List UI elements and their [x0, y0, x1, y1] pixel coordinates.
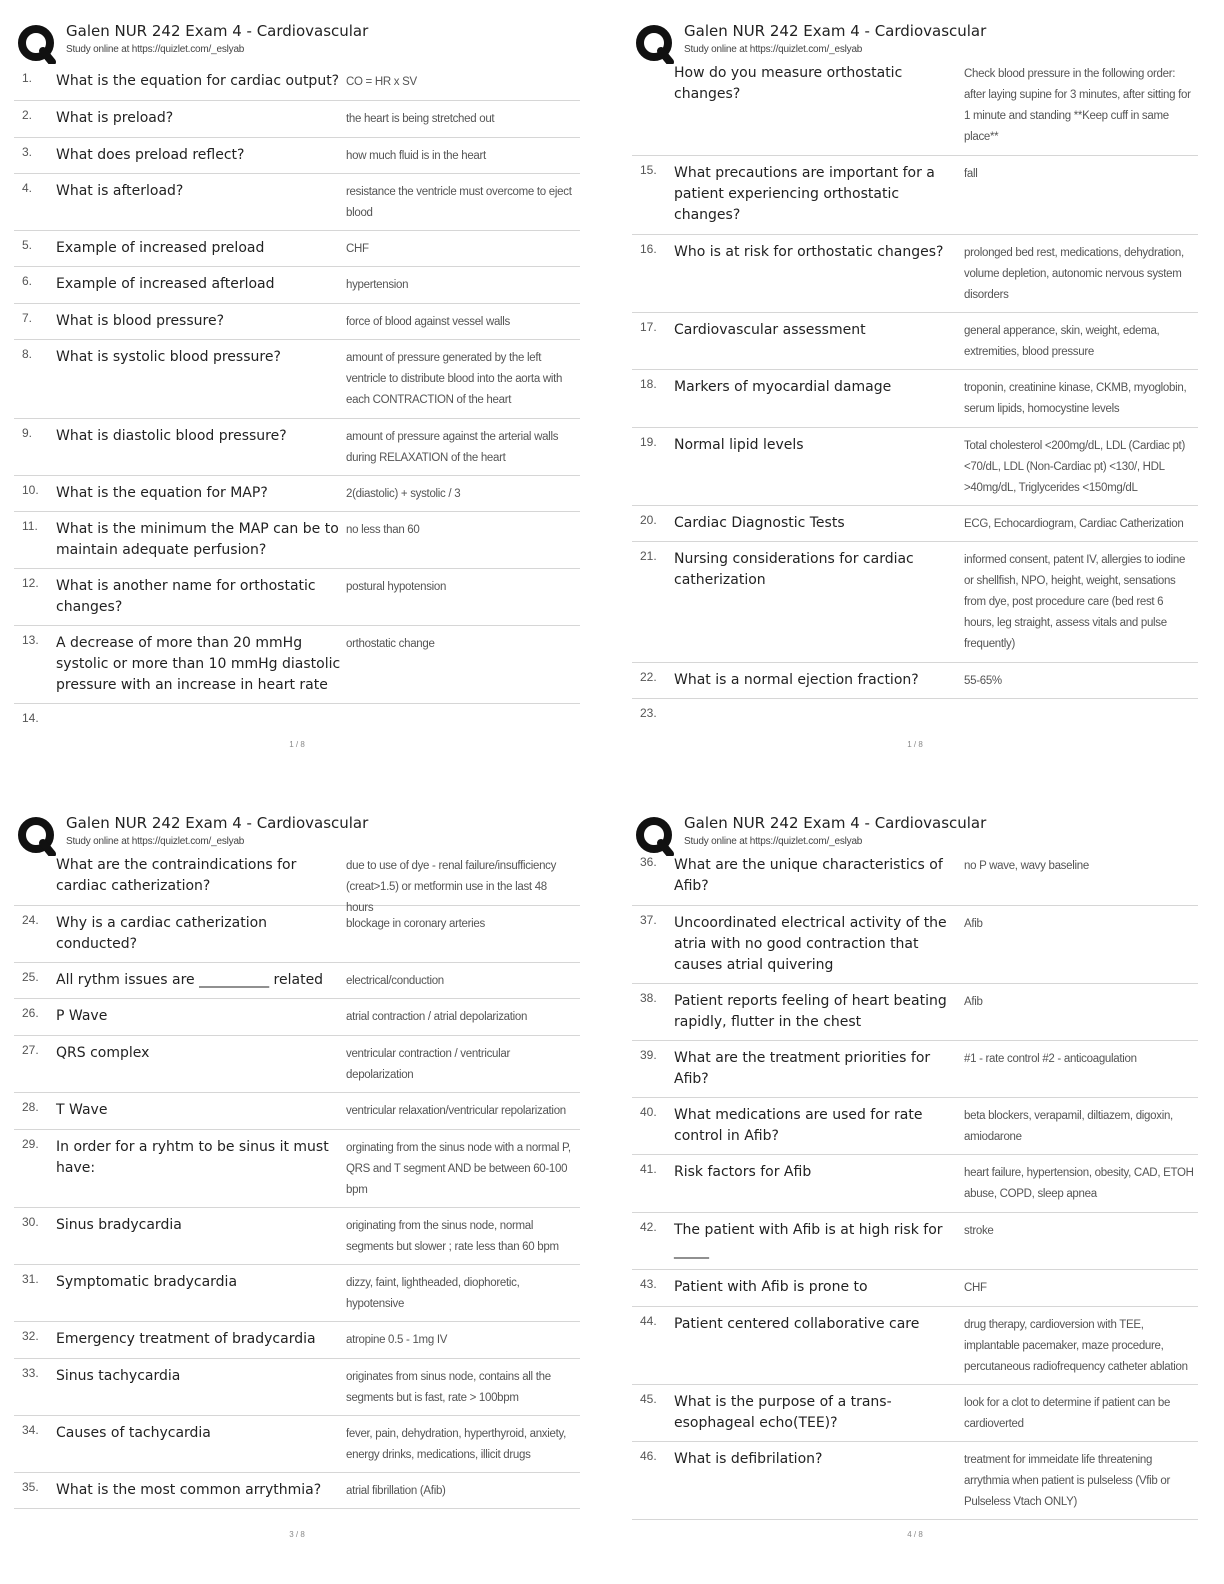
- card-row: [14, 1359, 580, 1416]
- card-term: Patient centered collaborative care: [674, 1316, 920, 1332]
- card-definition: orthostatic change: [346, 638, 435, 650]
- card-definition: general apperance, skin, weight, edema, extremities, blood pressure: [964, 325, 1160, 358]
- card-term: QRS complex: [56, 1045, 150, 1061]
- page-title: Galen NUR 242 Exam 4 - Cardiovascular: [684, 814, 987, 832]
- card-definition: fever, pain, dehydration, hyperthyroid, anxiety, energy drinks, medications, illicit drugs: [346, 1428, 566, 1461]
- card-number: 19.: [640, 435, 657, 449]
- card-term: What does preload reflect?: [56, 147, 245, 163]
- card-definition: no P wave, wavy baseline: [964, 860, 1089, 872]
- card-row: [632, 699, 1198, 729]
- card-row: [14, 848, 580, 914]
- card-term: Patient with Afib is prone to: [674, 1279, 868, 1295]
- card-number: 38.: [640, 991, 657, 1005]
- card-number: 4.: [22, 181, 33, 195]
- card-row: [632, 428, 1198, 506]
- card-number: 5.: [22, 238, 33, 252]
- quizlet-logo-icon: [16, 24, 56, 64]
- page-title: Galen NUR 242 Exam 4 - Cardiovascular: [66, 22, 369, 40]
- card-term: P Wave: [56, 1008, 108, 1024]
- card-term: Nursing considerations for cardiac catherization: [674, 551, 914, 588]
- card-term: What is defibrilation?: [674, 1451, 823, 1467]
- card-term: Patient reports feeling of heart beating rapidly, flutter in the chest: [674, 993, 947, 1030]
- card-term: What is a normal ejection fraction?: [674, 672, 919, 688]
- card-definition: amount of pressure generated by the left ventricle to distribute blood into the aorta with each CONTRACTION of the heart: [346, 352, 563, 406]
- card-row: [14, 906, 580, 963]
- card-definition: electrical/conduction: [346, 975, 444, 987]
- card-row: [632, 1155, 1198, 1213]
- card-row: [14, 1473, 580, 1509]
- page-number: 4 / 8: [907, 1530, 923, 1539]
- card-row: [14, 1036, 580, 1093]
- card-term: What is preload?: [56, 110, 174, 126]
- card-definition: due to use of dye - renal failure/insufficiency (creat>1.5) or metformin use in the last 48 hours: [346, 860, 557, 914]
- card-definition: force of blood against vessel walls: [346, 316, 511, 328]
- card-term: Cardiac Diagnostic Tests: [674, 515, 845, 531]
- card-row: [632, 1098, 1198, 1155]
- card-definition: amount of pressure against the arterial walls during RELAXATION of the heart: [346, 431, 559, 464]
- card-term: What are the treatment priorities for Afib?: [674, 1050, 931, 1087]
- card-number: 39.: [640, 1048, 657, 1062]
- card-definition: ventricular contraction / ventricular depolarization: [346, 1048, 511, 1081]
- card-definition: CHF: [346, 243, 369, 255]
- card-definition: hypertension: [346, 279, 409, 291]
- card-number: 1.: [22, 71, 33, 85]
- card-term: Cardiovascular assessment: [674, 322, 866, 338]
- page-title: Galen NUR 242 Exam 4 - Cardiovascular: [684, 22, 987, 40]
- card-term: Uncoordinated electrical activity of the atria with no good contraction that causes atrial quivering: [674, 915, 947, 973]
- card-term: T Wave: [56, 1102, 108, 1118]
- card-row: [14, 999, 580, 1036]
- card-term: What is the equation for MAP?: [56, 485, 268, 501]
- card-definition: Afib: [964, 918, 983, 930]
- card-number: 43.: [640, 1277, 657, 1291]
- card-number: 35.: [22, 1480, 39, 1494]
- card-definition: ECG, Echocardiogram, Cardiac Catherization: [964, 518, 1184, 530]
- card-term: Sinus bradycardia: [56, 1217, 182, 1233]
- card-term: Normal lipid levels: [674, 437, 804, 453]
- card-definition: Afib: [964, 996, 983, 1008]
- card-row: [14, 569, 580, 626]
- card-definition: treatment for immeidate life threatening arrythmia when patient is pulseless (Vfib or Pulseless Vtach ONLY): [964, 1454, 1171, 1508]
- card-row: [14, 419, 580, 476]
- flashcard-page-4: [632, 810, 1198, 1539]
- card-definition: resistance the ventricle must overcome to eject blood: [346, 186, 572, 219]
- card-row: [632, 1270, 1198, 1307]
- card-number: 9.: [22, 426, 33, 440]
- card-number: 16.: [640, 242, 657, 256]
- card-term: What medications are used for rate control in Afib?: [674, 1107, 923, 1144]
- card-term: What is another name for orthostatic changes?: [56, 578, 316, 615]
- card-term: What is the equation for cardiac output?: [56, 73, 340, 89]
- card-row: [14, 1416, 580, 1473]
- study-link[interactable]: Study online at https://quizlet.com/_eslyab: [66, 44, 245, 55]
- card-term: Symptomatic bradycardia: [56, 1274, 238, 1290]
- card-term: What precautions are important for a patient experiencing orthostatic changes?: [674, 165, 935, 223]
- card-definition: how much fluid is in the heart: [346, 150, 486, 162]
- card-definition: Check blood pressure in the following order: after laying supine for 3 minutes, after sitting for 1 minute and standing **Keep cuff in same place**: [964, 68, 1191, 143]
- card-term: What is diastolic blood pressure?: [56, 428, 287, 444]
- card-number: 25.: [22, 970, 39, 984]
- card-term: What are the contraindications for cardiac catherization?: [56, 857, 297, 894]
- card-number: 41.: [640, 1162, 657, 1176]
- card-term: What is the most common arrythmia?: [56, 1482, 322, 1498]
- card-number: 37.: [640, 913, 657, 927]
- card-term: Markers of myocardial damage: [674, 379, 892, 395]
- card-number: 2.: [22, 108, 33, 122]
- card-number: 14.: [22, 711, 39, 725]
- card-definition: dizzy, faint, lightheaded, diophoretic, hypotensive: [346, 1277, 520, 1310]
- card-number: 24.: [22, 913, 39, 927]
- card-number: 26.: [22, 1006, 39, 1020]
- card-number: 8.: [22, 347, 33, 361]
- card-row: [14, 1093, 580, 1130]
- card-term: What is the purpose of a trans-esophageal echo(TEE)?: [674, 1394, 892, 1431]
- card-number: 32.: [22, 1329, 39, 1343]
- page-title: Galen NUR 242 Exam 4 - Cardiovascular: [66, 814, 369, 832]
- card-number: 36.: [640, 855, 657, 869]
- card-row: [14, 64, 580, 101]
- card-list: [14, 848, 580, 1509]
- card-definition: atropine 0.5 - 1mg IV: [346, 1334, 448, 1346]
- card-row: [632, 984, 1198, 1041]
- page-header: [14, 18, 580, 64]
- card-row: [14, 267, 580, 304]
- card-row: [632, 848, 1198, 906]
- study-link[interactable]: Study online at https://quizlet.com/_eslyab: [684, 44, 863, 55]
- card-term: Sinus tachycardia: [56, 1368, 181, 1384]
- card-number: 15.: [640, 163, 657, 177]
- card-definition: atrial contraction / atrial depolarization: [346, 1011, 528, 1023]
- card-number: 10.: [22, 483, 39, 497]
- card-row: [632, 313, 1198, 370]
- card-row: [14, 512, 580, 569]
- card-term: The patient with Afib is at high risk for _____: [674, 1222, 943, 1259]
- card-definition: CO = HR x SV: [346, 76, 417, 88]
- card-definition: troponin, creatinine kinase, CKMB, myoglobin, serum lipids, homocystine levels: [964, 382, 1187, 415]
- page-number: 3 / 8: [289, 1530, 305, 1539]
- page-number: 1 / 8: [907, 740, 923, 749]
- card-list: [14, 64, 580, 734]
- card-row: [14, 1265, 580, 1322]
- card-number: 17.: [640, 320, 657, 334]
- card-definition: originates from sinus node, contains all the segments but is fast, rate > 100bpm: [346, 1371, 551, 1404]
- study-link[interactable]: Study online at https://quizlet.com/_eslyab: [684, 836, 863, 847]
- card-term: How do you measure orthostatic changes?: [674, 65, 903, 102]
- card-definition: beta blockers, verapamil, diltiazem, digoxin, amiodarone: [964, 1110, 1173, 1143]
- card-term: Who is at risk for orthostatic changes?: [674, 244, 944, 260]
- card-number: 27.: [22, 1043, 39, 1057]
- card-row: [14, 626, 580, 704]
- page-number: 1 / 8: [289, 740, 305, 749]
- card-definition: the heart is being stretched out: [346, 113, 495, 125]
- flashcard-page-1: [14, 18, 580, 749]
- card-term: All rythm issues are __________ related: [56, 972, 324, 988]
- card-number: 18.: [640, 377, 657, 391]
- card-definition: CHF: [964, 1282, 987, 1294]
- card-definition: ventricular relaxation/ventricular repolarization: [346, 1105, 566, 1117]
- card-number: 46.: [640, 1449, 657, 1463]
- card-row: [632, 235, 1198, 313]
- card-definition: #1 - rate control #2 - anticoagulation: [964, 1053, 1137, 1065]
- card-row: [14, 174, 580, 231]
- card-definition: look for a clot to determine if patient can be cardioverted: [964, 1397, 1171, 1430]
- card-term: Risk factors for Afib: [674, 1164, 812, 1180]
- card-definition: heart failure, hypertension, obesity, CAD, ETOH abuse, COPD, sleep apnea: [964, 1167, 1194, 1200]
- card-number: 20.: [640, 513, 657, 527]
- card-term: What are the unique characteristics of Afib?: [674, 857, 943, 894]
- card-definition: originating from the sinus node, normal segments but slower ; rate less than 60 bpm: [346, 1220, 559, 1253]
- card-row: [632, 1041, 1198, 1098]
- card-row: [14, 1208, 580, 1265]
- card-definition: fall: [964, 168, 978, 180]
- card-row: [14, 340, 580, 419]
- card-definition: prolonged bed rest, medications, dehydration, volume depletion, autonomic nervous system disorders: [964, 247, 1184, 301]
- card-definition: 55-65%: [964, 675, 1002, 687]
- card-row: [14, 231, 580, 267]
- card-row: [14, 963, 580, 999]
- card-number: 34.: [22, 1423, 39, 1437]
- card-row: [632, 1442, 1198, 1520]
- card-number: 23.: [640, 706, 657, 720]
- card-row: [632, 1385, 1198, 1442]
- card-list: [632, 848, 1198, 1520]
- card-row: [632, 56, 1198, 156]
- card-row: [632, 663, 1198, 699]
- card-term: Example of increased afterload: [56, 276, 275, 292]
- flashcard-page-3: [14, 810, 580, 1539]
- card-row: [14, 101, 580, 138]
- card-definition: orginating from the sinus node with a normal P, QRS and T segment AND be between 60-100 bpm: [346, 1142, 571, 1196]
- card-definition: 2(diastolic) + systolic / 3: [346, 488, 461, 500]
- card-row: [14, 138, 580, 174]
- card-number: 44.: [640, 1314, 657, 1328]
- card-number: 45.: [640, 1392, 657, 1406]
- card-definition: atrial fibrillation (Afib): [346, 1485, 446, 1497]
- card-row: [14, 304, 580, 340]
- card-term: What is afterload?: [56, 183, 184, 199]
- card-row: [14, 1322, 580, 1359]
- card-number: 12.: [22, 576, 39, 590]
- card-row: [632, 906, 1198, 984]
- card-number: 21.: [640, 549, 657, 563]
- card-row: [14, 476, 580, 512]
- card-term: Emergency treatment of bradycardia: [56, 1331, 316, 1347]
- card-number: 22.: [640, 670, 657, 684]
- study-link[interactable]: Study online at https://quizlet.com/_eslyab: [66, 836, 245, 847]
- card-number: 33.: [22, 1366, 39, 1380]
- card-term: Why is a cardiac catherization conducted?: [56, 915, 268, 952]
- card-definition: postural hypotension: [346, 581, 447, 593]
- card-row: [14, 704, 580, 734]
- card-number: 6.: [22, 274, 33, 288]
- card-number: 31.: [22, 1272, 39, 1286]
- card-term: What is the minimum the MAP can be to maintain adequate perfusion?: [56, 521, 339, 558]
- card-term: Causes of tachycardia: [56, 1425, 211, 1441]
- card-definition: informed consent, patent IV, allergies to iodine or shellfish, NPO, height, weight, sensations from dye, post procedure care (bed rest 6 hours, leg straight, assess vitals and pulse frequently): [964, 554, 1186, 650]
- card-number: 3.: [22, 145, 33, 159]
- card-number: 29.: [22, 1137, 39, 1151]
- card-row: [14, 1130, 580, 1208]
- card-definition: blockage in coronary arteries: [346, 918, 485, 930]
- card-term: In order for a ryhtm to be sinus it must have:: [56, 1139, 329, 1176]
- card-row: [632, 1307, 1198, 1385]
- card-definition: Total cholesterol <200mg/dL, LDL (Cardiac pt) <70/dL, LDL (Non-Cardiac pt) <130/, HDL >40mg/dL, Triglycerides <150mg/dL: [964, 440, 1185, 494]
- card-term: Example of increased preload: [56, 240, 265, 256]
- card-term: What is blood pressure?: [56, 313, 225, 329]
- card-list: [632, 56, 1198, 729]
- card-number: 11.: [22, 519, 38, 533]
- card-number: 28.: [22, 1100, 39, 1114]
- card-term: A decrease of more than 20 mmHg systolic or more than 10 mmHg diastolic pressure with an increase in heart rate: [56, 635, 341, 693]
- card-number: 30.: [22, 1215, 39, 1229]
- card-number: 40.: [640, 1105, 657, 1119]
- card-number: 7.: [22, 311, 33, 325]
- flashcard-page-2: [632, 18, 1198, 749]
- card-term: What is systolic blood pressure?: [56, 349, 281, 365]
- card-row: [632, 156, 1198, 235]
- card-row: [632, 1213, 1198, 1270]
- card-row: [632, 542, 1198, 663]
- card-number: 13.: [22, 633, 39, 647]
- card-definition: stroke: [964, 1225, 994, 1237]
- card-row: [632, 370, 1198, 428]
- card-definition: no less than 60: [346, 524, 420, 536]
- card-row: [632, 506, 1198, 542]
- card-number: 42.: [640, 1220, 657, 1234]
- card-definition: drug therapy, cardioversion with TEE, implantable pacemaker, maze procedure, percutaneous radiofrequency catheter ablation: [964, 1319, 1188, 1373]
